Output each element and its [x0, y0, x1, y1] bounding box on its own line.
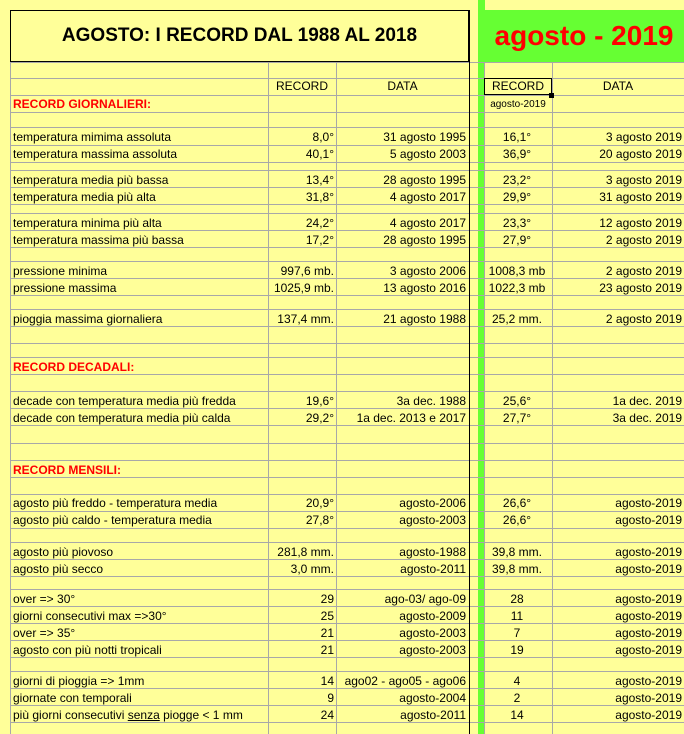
row-record: 9 [327, 691, 334, 705]
row-data: ago02 - ago05 - ago06 [344, 674, 466, 688]
row-record: 31,8° [305, 190, 334, 204]
grid-row-line [10, 589, 684, 590]
row-data: 21 agosto 1988 [383, 312, 466, 326]
row-record-2019: 4 [513, 674, 521, 688]
row-data-2019: agosto-2019 [615, 643, 682, 657]
row-record-2019: 23,2° [502, 173, 532, 187]
row-data: 3 agosto 2006 [389, 264, 466, 278]
row-record: 21 [320, 643, 334, 657]
grid-row-line [10, 162, 684, 163]
row-data: 1a dec. 2013 e 2017 [356, 411, 466, 425]
grid-row-line [10, 261, 684, 262]
row-record-2019: 28 [510, 592, 524, 606]
row-label: agosto con più notti tropicali [13, 643, 162, 657]
row-label: giornate con temporali [13, 691, 132, 705]
grid-row-line [10, 391, 684, 392]
row-label: temperatura minima più alta [13, 216, 162, 230]
row-data-2019: agosto-2019 [615, 708, 682, 722]
grid-row-line [10, 494, 684, 495]
row-label: temperatura massima più bassa [13, 233, 184, 247]
row-label: temperatura media più bassa [13, 173, 169, 187]
row-record-2019: 23,3° [502, 216, 532, 230]
row-data-2019: agosto-2019 [615, 691, 682, 705]
grid-row-line [10, 357, 684, 358]
grid-row-line [10, 542, 684, 543]
grid-row-line [10, 443, 684, 444]
row-data-2019: 2 agosto 2019 [605, 233, 682, 247]
grid-row-line [10, 170, 684, 171]
row-label: over => 35° [13, 626, 76, 640]
row-data: agosto-2003 [399, 643, 466, 657]
grid-row-line [10, 671, 684, 672]
row-record: 21 [320, 626, 334, 640]
row-record: 40,1° [305, 147, 334, 161]
row-record-2019: 39,8 mm. [491, 562, 542, 576]
row-record: 14 [320, 674, 334, 688]
row-record-2019: 1008,3 mb [488, 264, 546, 278]
row-record-2019: 1022,3 mb [488, 281, 546, 295]
grid-row-line [10, 460, 684, 461]
title-right: agosto - 2019 [494, 20, 674, 51]
row-data: ago-03/ ago-09 [384, 592, 466, 606]
row-data: agosto-2004 [399, 691, 466, 705]
row-data: agosto-2003 [399, 626, 466, 640]
row-record: 24 [320, 708, 334, 722]
row-label: più giorni consecutivi senza piogge < 1 mm [13, 708, 243, 722]
header-record: RECORD [275, 79, 328, 93]
row-record: 20,9° [305, 496, 334, 510]
row-record: 29,2° [305, 411, 334, 425]
row-record: 19,6° [305, 394, 334, 408]
grid-row-line [10, 127, 684, 128]
row-record: 997,6 mb. [280, 264, 334, 278]
row-data-2019: 31 agosto 2019 [599, 190, 682, 204]
grid-row-line [10, 528, 684, 529]
row-data-2019: agosto-2019 [615, 626, 682, 640]
grid-row-line [10, 145, 684, 146]
row-label: decade con temperatura media più calda [13, 411, 231, 425]
row-data: agosto-2003 [399, 513, 466, 527]
row-record-2019: 39,8 mm. [491, 545, 542, 559]
row-record-2019: 27,7° [502, 411, 532, 425]
row-label: temperatura mimima assoluta [13, 130, 172, 144]
row-data: 3a dec. 1988 [396, 394, 466, 408]
row-record: 27,8° [305, 513, 334, 527]
row-data-2019: 20 agosto 2019 [599, 147, 682, 161]
row-data: agosto-2006 [399, 496, 466, 510]
row-record: 17,2° [305, 233, 334, 247]
row-record: 8,0° [312, 130, 334, 144]
row-label: decade con temperatura media più fredda [13, 394, 236, 408]
row-record-2019: 29,9° [502, 190, 532, 204]
row-data-2019: agosto-2019 [615, 513, 682, 527]
grid-col-line [10, 10, 11, 734]
row-data-2019: agosto-2019 [615, 545, 682, 559]
row-data: 4 agosto 2017 [389, 190, 466, 204]
row-data-2019: agosto-2019 [615, 592, 682, 606]
row-record-2019: 36,9° [502, 147, 532, 161]
row-record-2019: 19 [510, 643, 524, 657]
row-data: agosto-2011 [400, 562, 466, 576]
grid-row-line [10, 95, 684, 96]
row-record-2019: 26,6° [502, 496, 532, 510]
row-record-2019: 25,6° [502, 394, 532, 408]
row-record: 25 [320, 609, 334, 623]
header-record-2019-sub: agosto-2019 [490, 99, 546, 110]
grid-row-line [10, 309, 684, 310]
row-data: 4 agosto 2017 [389, 216, 466, 230]
row-label: pioggia massima giornaliera [13, 312, 163, 326]
grid-row-line [10, 62, 684, 63]
row-data: agosto-2011 [400, 708, 466, 722]
row-data-2019: 3 agosto 2019 [605, 130, 682, 144]
section-giornalieri: RECORD GIORNALIERI: [13, 97, 151, 111]
row-data-2019: 2 agosto 2019 [605, 264, 682, 278]
row-data: agosto-1988 [399, 545, 466, 559]
title-left: AGOSTO: I RECORD DAL 1988 AL 2018 [61, 25, 418, 46]
row-record: 1025,9 mb. [273, 281, 334, 295]
row-label: agosto più secco [13, 562, 104, 576]
grid-row-line [10, 213, 684, 214]
header-record-2019[interactable]: RECORD [491, 79, 544, 93]
row-record: 137,4 mm. [277, 312, 334, 326]
row-data-2019: agosto-2019 [615, 562, 682, 576]
header-data-2019: DATA [602, 79, 634, 93]
header-data: DATA [387, 79, 418, 93]
row-label: pressione massima [13, 281, 117, 295]
row-label: agosto più caldo - temperatura media [13, 513, 212, 527]
row-data: 5 agosto 2003 [389, 147, 466, 161]
row-record: 281,8 mm. [277, 545, 334, 559]
row-data: 31 agosto 1995 [383, 130, 466, 144]
row-label: agosto più piovoso [13, 545, 114, 559]
section-mensili: RECORD MENSILI: [13, 463, 121, 477]
row-data-2019: agosto-2019 [615, 674, 682, 688]
row-data-2019: 1a dec. 2019 [612, 394, 682, 408]
row-data-2019: agosto-2019 [615, 609, 682, 623]
row-record-2019: 25,2 mm. [491, 312, 542, 326]
row-label: temperatura massima assoluta [13, 147, 178, 161]
grid-row-line [10, 343, 684, 344]
grid-col-line [469, 10, 470, 734]
row-label: pressione minima [13, 264, 108, 278]
row-label: over => 30° [13, 592, 76, 606]
row-label: temperatura media più alta [13, 190, 156, 204]
row-record-2019: 7 [513, 626, 521, 640]
row-data-2019: agosto-2019 [615, 496, 682, 510]
grid-row-line [10, 112, 684, 113]
row-record: 29 [320, 592, 334, 606]
row-record-2019: 27,9° [502, 233, 532, 247]
row-label: agosto più freddo - temperatura media [13, 496, 218, 510]
row-data: 13 agosto 2016 [383, 281, 466, 295]
row-record-2019: 26,6° [502, 513, 532, 527]
row-data-2019: 12 agosto 2019 [599, 216, 682, 230]
row-data-2019: 23 agosto 2019 [599, 281, 682, 295]
grid-row-line [10, 511, 684, 512]
row-record: 13,4° [305, 173, 334, 187]
row-record-2019: 16,1° [502, 130, 532, 144]
row-record-2019: 11 [510, 609, 524, 623]
row-data: 28 agosto 1995 [383, 233, 466, 247]
section-decadali: RECORD DECADALI: [13, 360, 135, 374]
row-data-2019: 2 agosto 2019 [605, 312, 682, 326]
row-data-2019: 3a dec. 2019 [612, 411, 682, 425]
row-label: giorni di pioggia => 1mm [13, 674, 145, 688]
row-record: 24,2° [305, 216, 334, 230]
row-data: 28 agosto 1995 [383, 173, 466, 187]
row-label: giorni consecutivi max =>30° [13, 609, 167, 623]
row-data: agosto-2009 [399, 609, 466, 623]
row-record-2019: 14 [510, 708, 524, 722]
row-data-2019: 3 agosto 2019 [605, 173, 682, 187]
row-record: 3,0 mm. [290, 562, 334, 576]
row-record-2019: 2 [513, 691, 521, 705]
